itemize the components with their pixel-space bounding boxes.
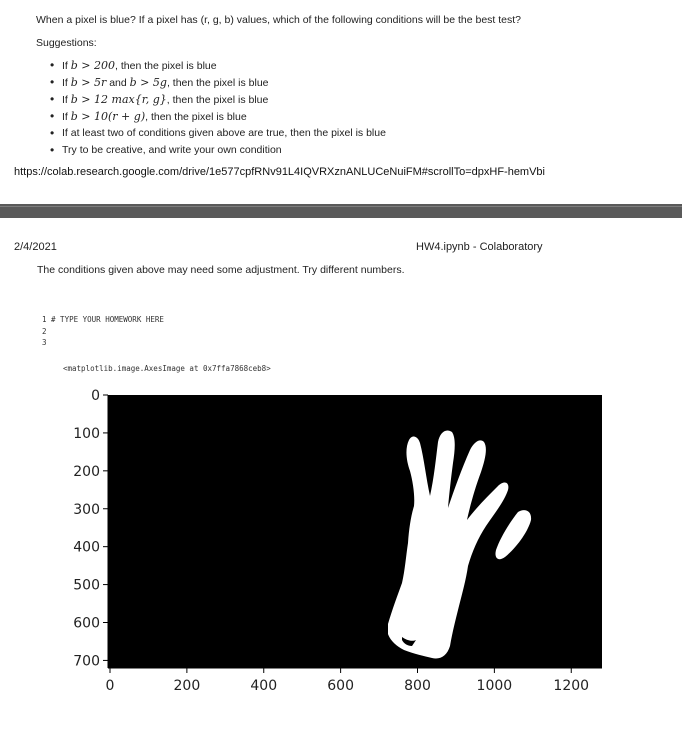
math-expression: b > 12 max{r, g} (70, 93, 167, 106)
code-cell[interactable] (42, 314, 164, 349)
y-tick-label: 700 (73, 653, 100, 670)
code-line (42, 326, 164, 338)
x-axis (106, 668, 590, 694)
y-tick-label: 0 (91, 388, 100, 404)
line-number: 1 (42, 315, 47, 324)
x-tick-label: 400 (250, 678, 278, 694)
x-tick-label: 1000 (476, 678, 513, 694)
y-tick-label: 600 (73, 615, 100, 632)
y-tick-label: 200 (73, 463, 100, 480)
math-expression: b > 200 (70, 59, 116, 72)
code-text: # TYPE YOUR HOMEWORK HERE (51, 315, 164, 324)
math-expression: b > 5r (70, 76, 107, 89)
question-text: When a pixel is blue? If a pixel has (r, g, b) values, which of the following conditions will be the best test? (36, 14, 522, 26)
x-tick-label: 200 (173, 678, 201, 694)
list-item: • If b > 12 max{r, g}, then the pixel is blue (48, 91, 386, 108)
list-item: • If b > 200, then the pixel is blue (48, 57, 386, 74)
conditions-list (48, 57, 386, 159)
math-expression: b > 5g (129, 76, 167, 89)
y-tick-label: 400 (73, 539, 100, 556)
list-item: • Try to be creative, and write your own condition (48, 142, 386, 159)
y-tick-label: 500 (73, 577, 100, 594)
x-tick-label: 600 (327, 678, 354, 694)
print-date: 2/4/2021 (14, 241, 57, 253)
x-tick-label: 0 (105, 678, 115, 694)
x-tick-label: 800 (404, 678, 431, 694)
y-tick-label: 300 (73, 501, 100, 518)
image-plot (0, 378, 682, 698)
plot-area (108, 395, 602, 668)
footer-url[interactable]: https://colab.research.google.com/drive/1e577cpfRNv91L4IQVRXznANLUCeNuiFM#scrollTo=dpxHF-hemVbi (14, 166, 545, 178)
code-line (42, 314, 164, 326)
list-item: • If at least two of conditions given above are true, then the pixel is blue (48, 125, 386, 142)
page-break-divider (0, 204, 682, 218)
math-expression: b > 10(r + g) (70, 110, 146, 123)
list-item: • If b > 10(r + g), then the pixel is blue (48, 108, 386, 125)
line-number: 2 (42, 326, 47, 336)
y-axis (73, 388, 108, 669)
cell-output-text: <matplotlib.image.AxesImage at 0x7ffa7868ceb8> (63, 364, 271, 373)
y-tick-label: 100 (73, 425, 100, 442)
note-text: The conditions given above may need some adjustment. Try different numbers. (37, 264, 405, 276)
line-number: 3 (42, 338, 47, 347)
list-item: • If b > 5r and b > 5g, then the pixel is blue (48, 74, 386, 91)
code-line (42, 337, 164, 349)
x-tick-label: 1200 (553, 678, 590, 694)
notebook-title: HW4.ipynb - Colaboratory (416, 241, 543, 253)
suggestions-label: Suggestions: (36, 37, 97, 49)
